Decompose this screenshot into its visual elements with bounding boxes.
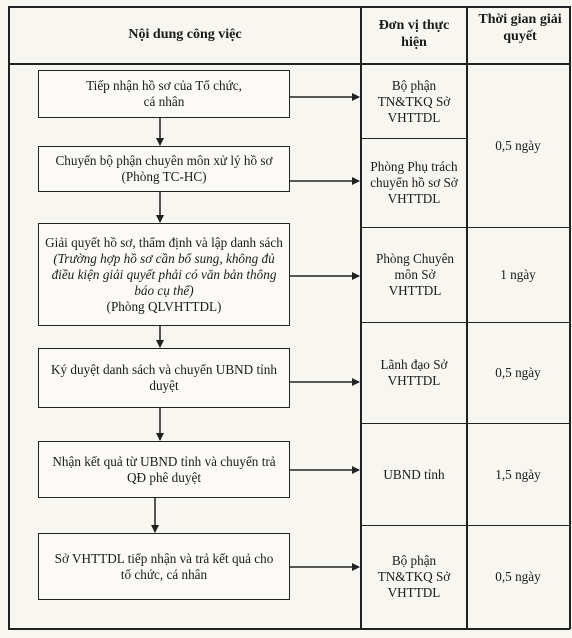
unit-cell: Bộ phận TN&TKQ Sở VHTTDL <box>377 78 451 125</box>
step-text: Tiếp nhận hồ sơ của Tổ chức, cá nhân <box>86 78 242 109</box>
unit-cell: UBND tỉnh <box>383 466 445 482</box>
time-cell: 1,5 ngày <box>495 466 541 482</box>
step-text: Giải quyết hồ sơ, thẩm định và lập danh sách <box>45 234 283 250</box>
unit-cell: Phòng Phụ trách chuyển hồ sơ Sở VHTTDL <box>370 159 458 206</box>
unit-cell: Bộ phận TN&TKQ Sở VHTTDL <box>377 553 451 600</box>
time-cell: 0,5 ngày <box>495 569 541 584</box>
step-note: (Trường hợp hồ sơ cần bổ sung, không đủ điều kiện giải quyết phải có văn bản thông báo cụ thể) <box>51 250 277 298</box>
unit-cell: Phòng Chuyên môn Sở VHTTDL <box>375 251 455 298</box>
step-text: Nhận kết quả từ UBND tỉnh và chuyển trả QĐ phê duyệt <box>52 453 276 485</box>
step-text: Chuyển bộ phận chuyên môn xử lý hồ sơ (Phòng TC-HC) <box>55 153 273 184</box>
time-cell: 0,5 ngày <box>495 365 541 380</box>
header-time: Thời gian giải quyết <box>478 12 562 44</box>
time-cell: 0,5 ngày <box>495 138 541 153</box>
step-text: (Phòng QLVHTTDL) <box>106 298 222 314</box>
step-text: Ký duyệt danh sách và chuyển UBND tỉnh duyệt <box>51 362 277 393</box>
unit-cell: Lãnh đạo Sở VHTTDL <box>380 357 448 388</box>
time-cell: 1 ngày <box>500 267 536 282</box>
step-text: Sở VHTTDL tiếp nhận và trả kết quả cho tổ chức, cá nhân <box>54 550 274 582</box>
header-unit: Đơn vị thực hiện <box>378 18 450 50</box>
header-task: Nội dung công việc <box>128 27 242 42</box>
